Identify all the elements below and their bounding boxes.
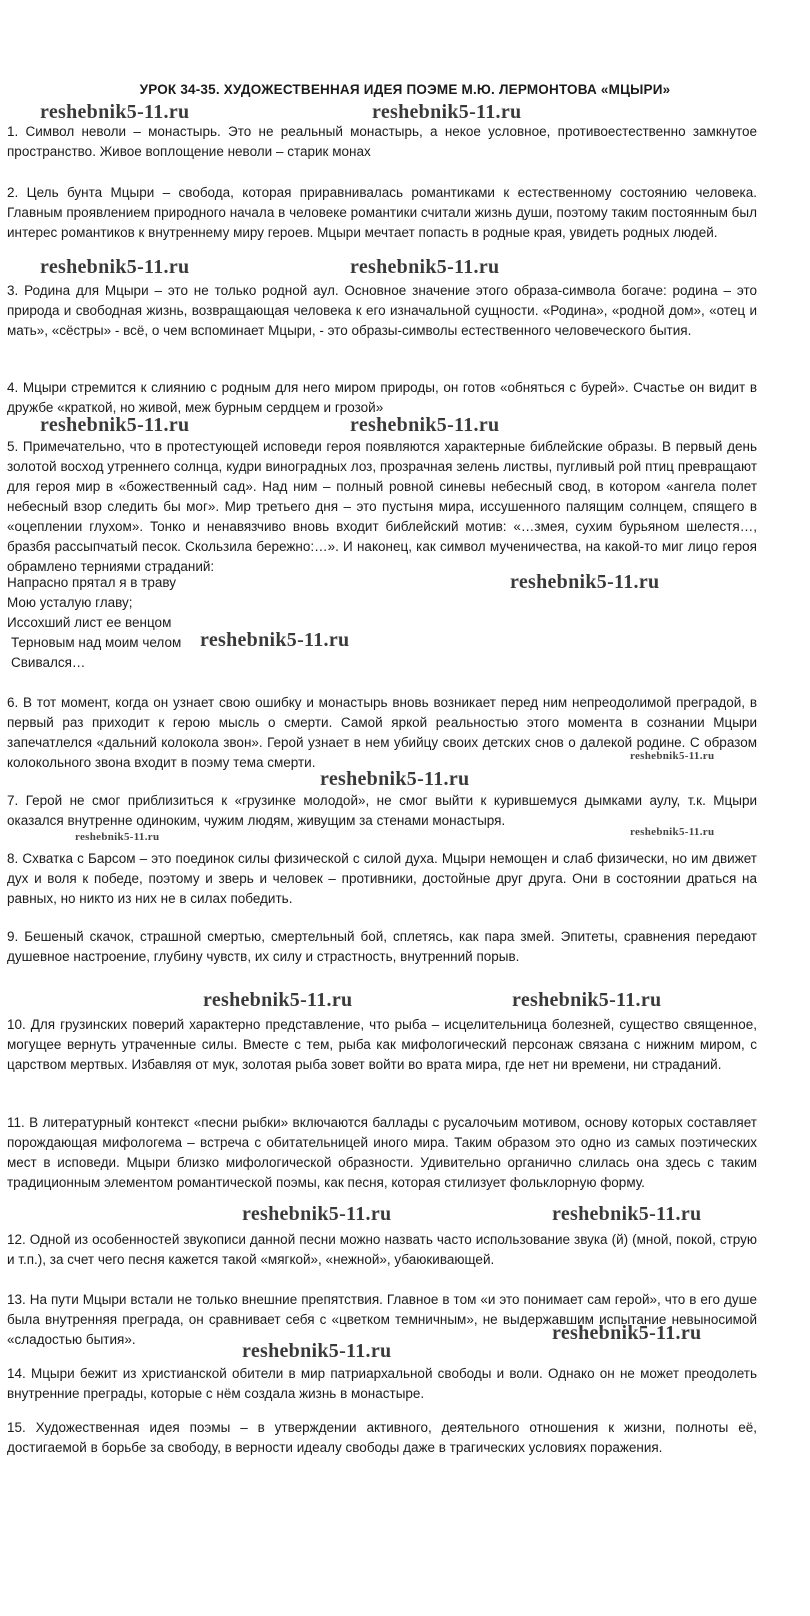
watermark: reshebnik5-11.ru [40,101,190,123]
paragraph-9: 9. Бешеный скачок, страшной смертью, смертельный бой, сплетясь, как пара змей. Эпитеты, сравнения передают душевное настроение, глубину чувств, их силу и страстность, внутренний порыв. [7,929,757,964]
poem-line: Терновым над моим челом [11,635,182,650]
paragraph-6: 6. В тот момент, когда он узнает свою ошибку и монастырь вновь возникает перед ним непреодолимой преградой, в первый раз приходит к герою мысль о смерти. Самой яркой реальностью этого момента в сознании Мцыри запечатлелся «дальний колокола звон». Герой узнает в нем убийцу своих детских снов о далекой родине. С образом колокольного звона входит в поэму тема смерти. [7,695,757,770]
poem-line: Свивался… [11,655,86,670]
paragraph-5: 5. Примечательно, что в протестующей исповеди героя появляются характерные библейские образы. В первый день золотой восход утреннего солнца, кудри виноградных лоз, прозрачная зелень листвы, пугливый рой птиц превращают для героя мир в «божественный сад». Над ним – полный ровной синевы небесный свод, в котором «ангела полет небесный взор следить бы мог». Мир третьего дня – это пустыня мира, иссушенного палящим солнцем, спящего в «оцеплении глухом». Тонко и ненавязчиво вновь входит библейский мотив: «…змея, сухим бурьяном шелестя…, бразбя рассыпчатый песок. Скользила бережно:…». И наконец, как символ мученичества, на какой-то миг лицо героя обрамлено терниями страданий: [7,439,757,574]
watermark: reshebnik5-11.ru [630,750,715,762]
paragraph-7: 7. Герой не смог приблизиться к «грузинке молодой», не смог выйти к курившемуся дымками аулу, т.к. Мцыри оказался внутренне одиноким, чужим людям, живущим за стенами монастыря. [7,793,757,828]
watermark: reshebnik5-11.ru [510,571,660,593]
paragraph-13: 13. На пути Мцыри встали не только внешние препятствия. Главное в том «и это понимает сам герой», что в его душе была внутренняя преграда, он сравнивает себя с «цветком темничным», не выдержавшим испытание невыносимой «сладостью бытия». [7,1292,757,1347]
watermark: reshebnik5-11.ru [242,1203,392,1225]
watermark: reshebnik5-11.ru [200,629,350,651]
watermark: reshebnik5-11.ru [75,831,160,843]
paragraph-10: 10. Для грузинских поверий характерно представление, что рыба – исцелительница болезней, существо священное, могущее вернуть утраченные силы. Вместе с тем, рыба как мифологический персонаж связана с нижним миром, с царством мертвых. Избавляя от мук, золотая рыба зовет войти во врата мира, где нет ни времени, ни страданий. [7,1017,757,1072]
watermark: reshebnik5-11.ru [350,256,500,278]
watermark: reshebnik5-11.ru [40,414,190,436]
paragraph-4: 4. Мцыри стремится к слиянию с родным для него миром природы, он готов «обняться с бурей». Счастье он видит в дружбе «краткой, но живой, меж бурным сердцем и грозой» [7,380,757,415]
watermark: reshebnik5-11.ru [372,101,522,123]
watermark: reshebnik5-11.ru [203,989,353,1011]
paragraph-15: 15. Художественная идея поэмы – в утверждении активного, деятельного отношения к жизни, полноты её, достигаемой в борьбе за свободу, в верности идеалу свободы даже в трагических условиях поражения. [7,1420,757,1455]
watermark: reshebnik5-11.ru [512,989,662,1011]
watermark: reshebnik5-11.ru [552,1322,702,1344]
lesson-title: УРОК 34-35. ХУДОЖЕСТВЕННАЯ ИДЕЯ ПОЭМЕ М.Ю. ЛЕРМОНТОВА «МЦЫРИ» [139,82,671,97]
watermark: reshebnik5-11.ru [40,256,190,278]
poem-line: Иссохший лист ее венцом [7,615,172,630]
watermark: reshebnik5-11.ru [552,1203,702,1225]
paragraph-8: 8. Схватка с Барсом – это поединок силы физической с силой духа. Мцыри немощен и слаб физически, но им движет дух и воля к победе, поэтому и зверь и человек – противники, достойные друг друга. Они в состоянии драться на равных, но никто из них не в силах победить. [7,851,757,906]
paragraph-2: 2. Цель бунта Мцыри – свобода, которая приравнивалась романтиками к естественному состоянию человека. Главным проявлением природного начала в человеке романтики считали жизнь души, поэтому таким постоянным был интерес романтиков к внутреннему миру героев. Мцыри мечтает попасть в родные края, увидеть родных людей. [7,185,757,240]
poem-line: Мою усталую главу; [7,595,133,610]
poem-quote [7,573,181,673]
paragraph-11: 11. В литературный контекст «песни рыбки» включаются баллады с русалочьим мотивом, основу которых составляет порождающая мифологема – встреча с обитательницей иного мира. Таким образом это одно из самых поэтических мест в исповеди. Мцыри близко мифологической образности. Удивительно органично слилась она здесь с таким традиционным элементом романтической поэмы, как песня, которая стилизует фольклорную форму. [7,1115,757,1190]
paragraph-3: 3. Родина для Мцыри – это не только родной аул. Основное значение этого образа-символа богаче: родина – это природа и свободная жизнь, возвращающая человека к его изначальной сущности. «Родина», «родной дом», «отец и мать», «сёстры» - всё, о чем вспоминает Мцыри, - это образы-символы естественного человеческого бытия. [7,283,757,338]
watermark: reshebnik5-11.ru [320,768,470,790]
watermark: reshebnik5-11.ru [630,826,715,838]
paragraph-14: 14. Мцыри бежит из христианской обители в мир патриархальной свободы и воли. Однако он не может преодолеть внутренние преграды, которые с нём создала жизнь в монастыре. [7,1366,757,1401]
watermark: reshebnik5-11.ru [350,414,500,436]
watermark: reshebnik5-11.ru [242,1340,392,1362]
paragraph-1: 1. Символ неволи – монастырь. Это не реальный монастырь, а некое условное, противоестественно замкнутое пространство. Живое воплощение неволи – старик монах [7,124,757,159]
poem-line: Напрасно прятал я в траву [7,575,177,590]
paragraph-12: 12. Одной из особенностей звукописи данной песни можно назвать часто использование звука (й) (мной, покой, струю и т.п.), за счет чего песня кажется такой «мягкой», «нежной», убаюкивающей. [7,1232,757,1267]
